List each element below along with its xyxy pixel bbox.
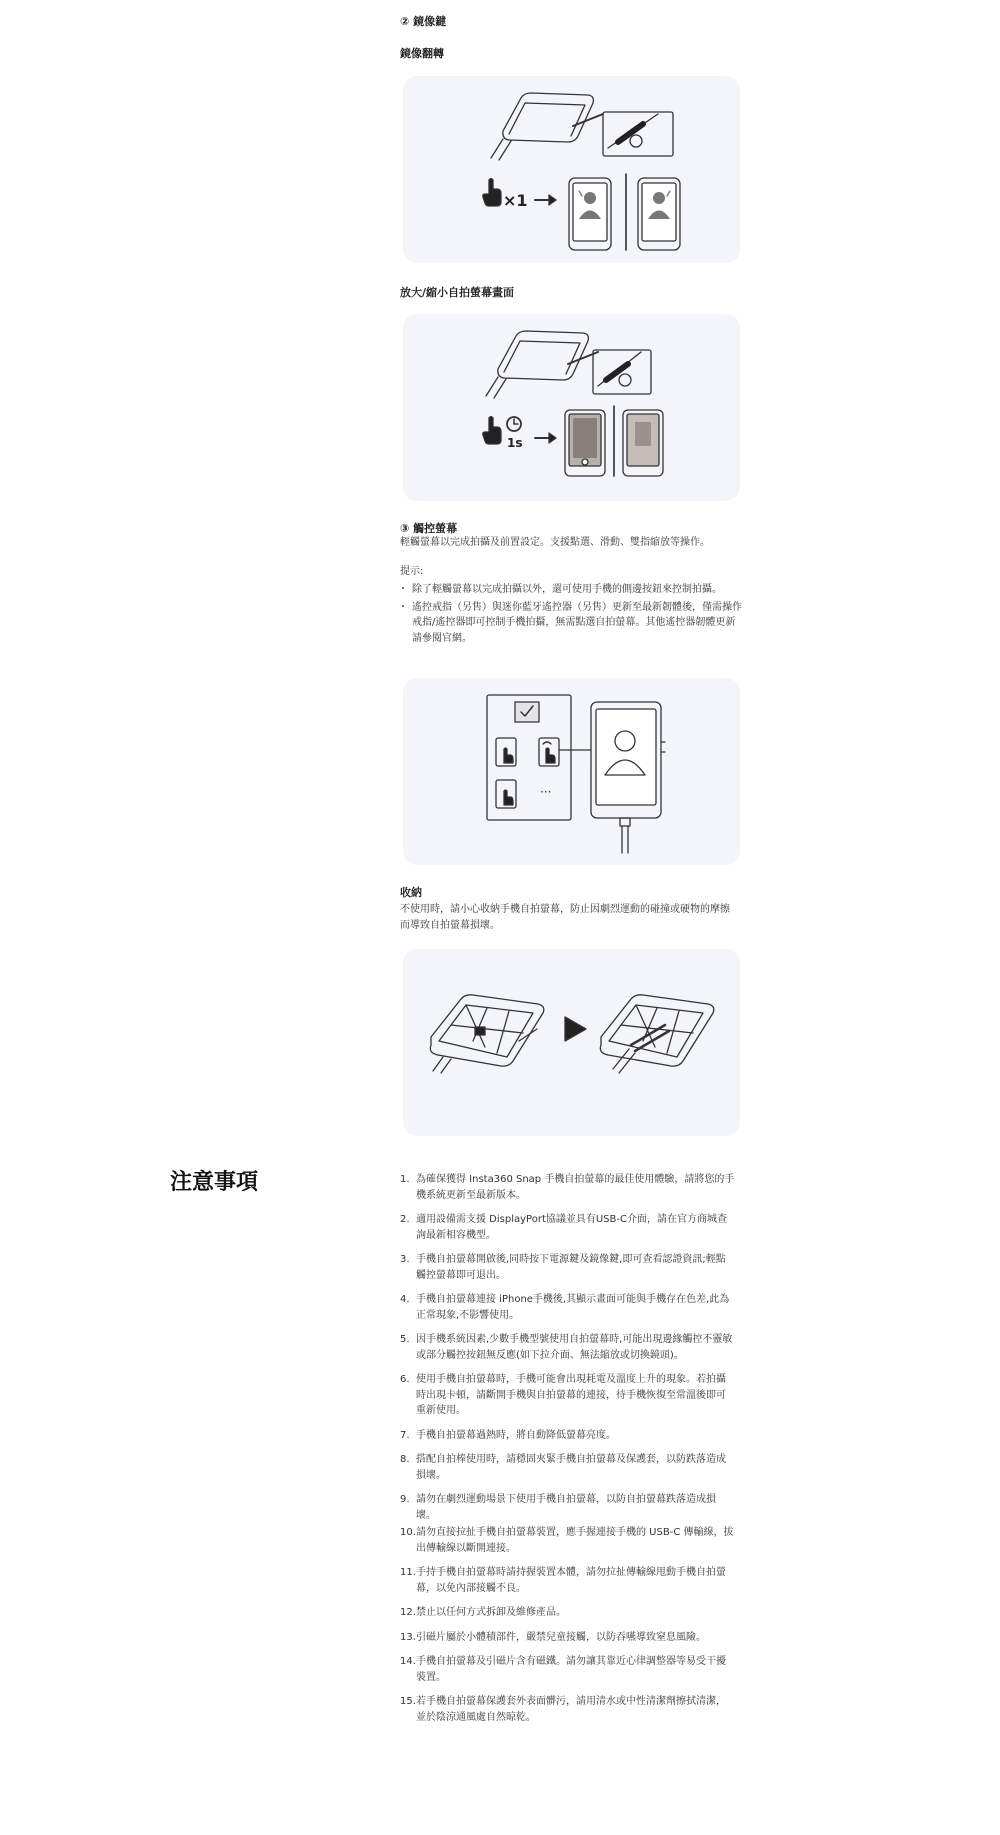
tips-list [400, 582, 745, 648]
storage-title: 收納 [400, 886, 422, 899]
note-item: 2. 適用設備需支援 DisplayPort協議並具有USB-C介面，請在官方商城查詢最新相容機型。 [400, 1214, 727, 1241]
clock-icon [507, 417, 521, 431]
zoom-title: 放大/縮小自拍螢幕畫面 [400, 286, 515, 299]
note-item: 3. 手機自拍螢幕開啟後,同時按下電源鍵及鏡像鍵,即可查看認證資訊;輕點觸控螢幕即可退出。 [400, 1254, 726, 1281]
note-item: 1. 為確保獲得 Insta360 Snap 手機自拍螢幕的最佳使用體驗，請將您的手機系統更新至最新版本。 [400, 1174, 735, 1201]
touch-screen-description: 輕觸螢幕以完成拍攝及前置設定。支援點選、滑動、雙指縮放等操作。 [400, 537, 710, 548]
notes-title: 注意事項 [170, 1170, 259, 1195]
phone-screen-icon [591, 702, 665, 818]
note-item: 6. 使用手機自拍螢幕時，手機可能會出現耗電及溫度上升的現象。若拍攝時出現卡頓，請斷開手機與自拍螢幕的連接，待手機恢復至常溫後即可重新使用。 [400, 1374, 726, 1416]
mirror-flip-illustration [403, 76, 740, 263]
touch-gesture-illustration [403, 678, 740, 865]
note-item: 7. 手機自拍螢幕過熱時，將自動降低螢幕亮度。 [400, 1429, 616, 1441]
storage-illustration [403, 949, 740, 1136]
zoom-illustration [403, 314, 740, 501]
note-item: 14. 手機自拍螢幕及引磁片含有磁鐵。請勿讓其靠近心律調整器等易受干擾裝置。 [400, 1656, 726, 1683]
tap-gesture-icon [496, 738, 516, 766]
phone-device-icon [486, 331, 598, 398]
mirror-button-zoom-icon [593, 350, 651, 394]
note-item: 10. 請勿直接拉扯手機自拍螢幕裝置，應手握連接手機的 USB-C 傳輸線，拔出傳輸線以斷開連接。 [400, 1527, 734, 1554]
pinch-gesture-icon [496, 780, 516, 808]
note-item: 13. 引磁片屬於小體積部件，嚴禁兒童接觸，以防吞嚥導致窒息風險。 [400, 1631, 706, 1643]
hand-tap-icon [483, 179, 501, 207]
tip-item: ・ 遙控戒指（另售）與迷你藍牙遙控器（另售）更新至最新韌體後，僅需操作戒指/遙控器即可控制手機拍攝，無需點選自拍螢幕。其他遙控器韌體更新請參閱官網。 [400, 600, 745, 647]
tip-item: ・ 除了輕觸螢幕以完成拍攝以外，還可使用手機的側邊按鈕來控制拍攝。 [400, 582, 745, 598]
mirror-key-heading: ② 鏡像鍵 [400, 15, 447, 28]
gesture-panel [487, 695, 571, 820]
note-item: 8. 搭配自拍棒使用時，請穩固夾緊手機自拍螢幕及保護套，以防跌落造成損壞。 [400, 1454, 726, 1481]
arrow-right-icon [535, 195, 556, 205]
swipe-gesture-icon [539, 738, 559, 766]
note-item: 9. 請勿在劇烈運動場景下使用手機自拍螢幕，以防自拍螢幕跌落造成損壞。 [400, 1494, 716, 1521]
note-item: 15. 若手機自拍螢幕保護套外表面髒污，請用清水或中性清潔劑擦拭清潔，並於陰涼通風處自然晾乾。 [400, 1696, 726, 1723]
storage-description: 不使用時，請小心收納手機自拍螢幕，防止因劇烈運動的碰撞或硬物的摩擦而導致自拍螢幕損壞。 [400, 904, 730, 931]
case-closed-icon [600, 995, 714, 1073]
phone-screen-mirrored-icon [638, 178, 680, 250]
tap-count-label: ×1 [503, 191, 528, 210]
tips-label: 提示: [400, 566, 424, 577]
phone-device-icon [491, 93, 603, 160]
arrow-right-icon [535, 433, 556, 443]
phone-screen-zoomed-icon [565, 410, 605, 476]
usb-cable-icon [620, 818, 630, 853]
notes-list [400, 1172, 735, 1734]
case-open-icon [430, 995, 544, 1073]
more-gestures-label: ··· [540, 785, 552, 799]
hand-tap-icon [483, 417, 501, 445]
hold-duration-label: 1s [507, 436, 523, 450]
note-item: 5. 因手機系統因素,少數手機型號使用自拍螢幕時,可能出現邊緣觸控不靈敏或部分觸控按鈕無反應(如下拉介面、無法縮放或切換鏡頭)。 [400, 1334, 733, 1361]
note-item: 4. 手機自拍螢幕連接 iPhone手機後,其顯示畫面可能與手機存在色差,此為正常現象,不影響使用。 [400, 1294, 730, 1321]
mirror-flip-title: 鏡像翻轉 [400, 47, 444, 60]
mirror-button-zoom-icon [603, 112, 673, 156]
phone-screen-normal-icon [623, 410, 663, 476]
note-item: 12. 禁止以任何方式拆卸及維修產品。 [400, 1607, 566, 1618]
note-item: 11. 手持手機自拍螢幕時請持握裝置本體，請勿拉扯傳輸線甩動手機自拍螢幕，以免內部接觸不良。 [400, 1567, 726, 1594]
phone-screen-icon [569, 178, 611, 250]
play-arrow-icon [565, 1017, 586, 1041]
touch-screen-heading: ③ 觸控螢幕 [400, 522, 458, 535]
